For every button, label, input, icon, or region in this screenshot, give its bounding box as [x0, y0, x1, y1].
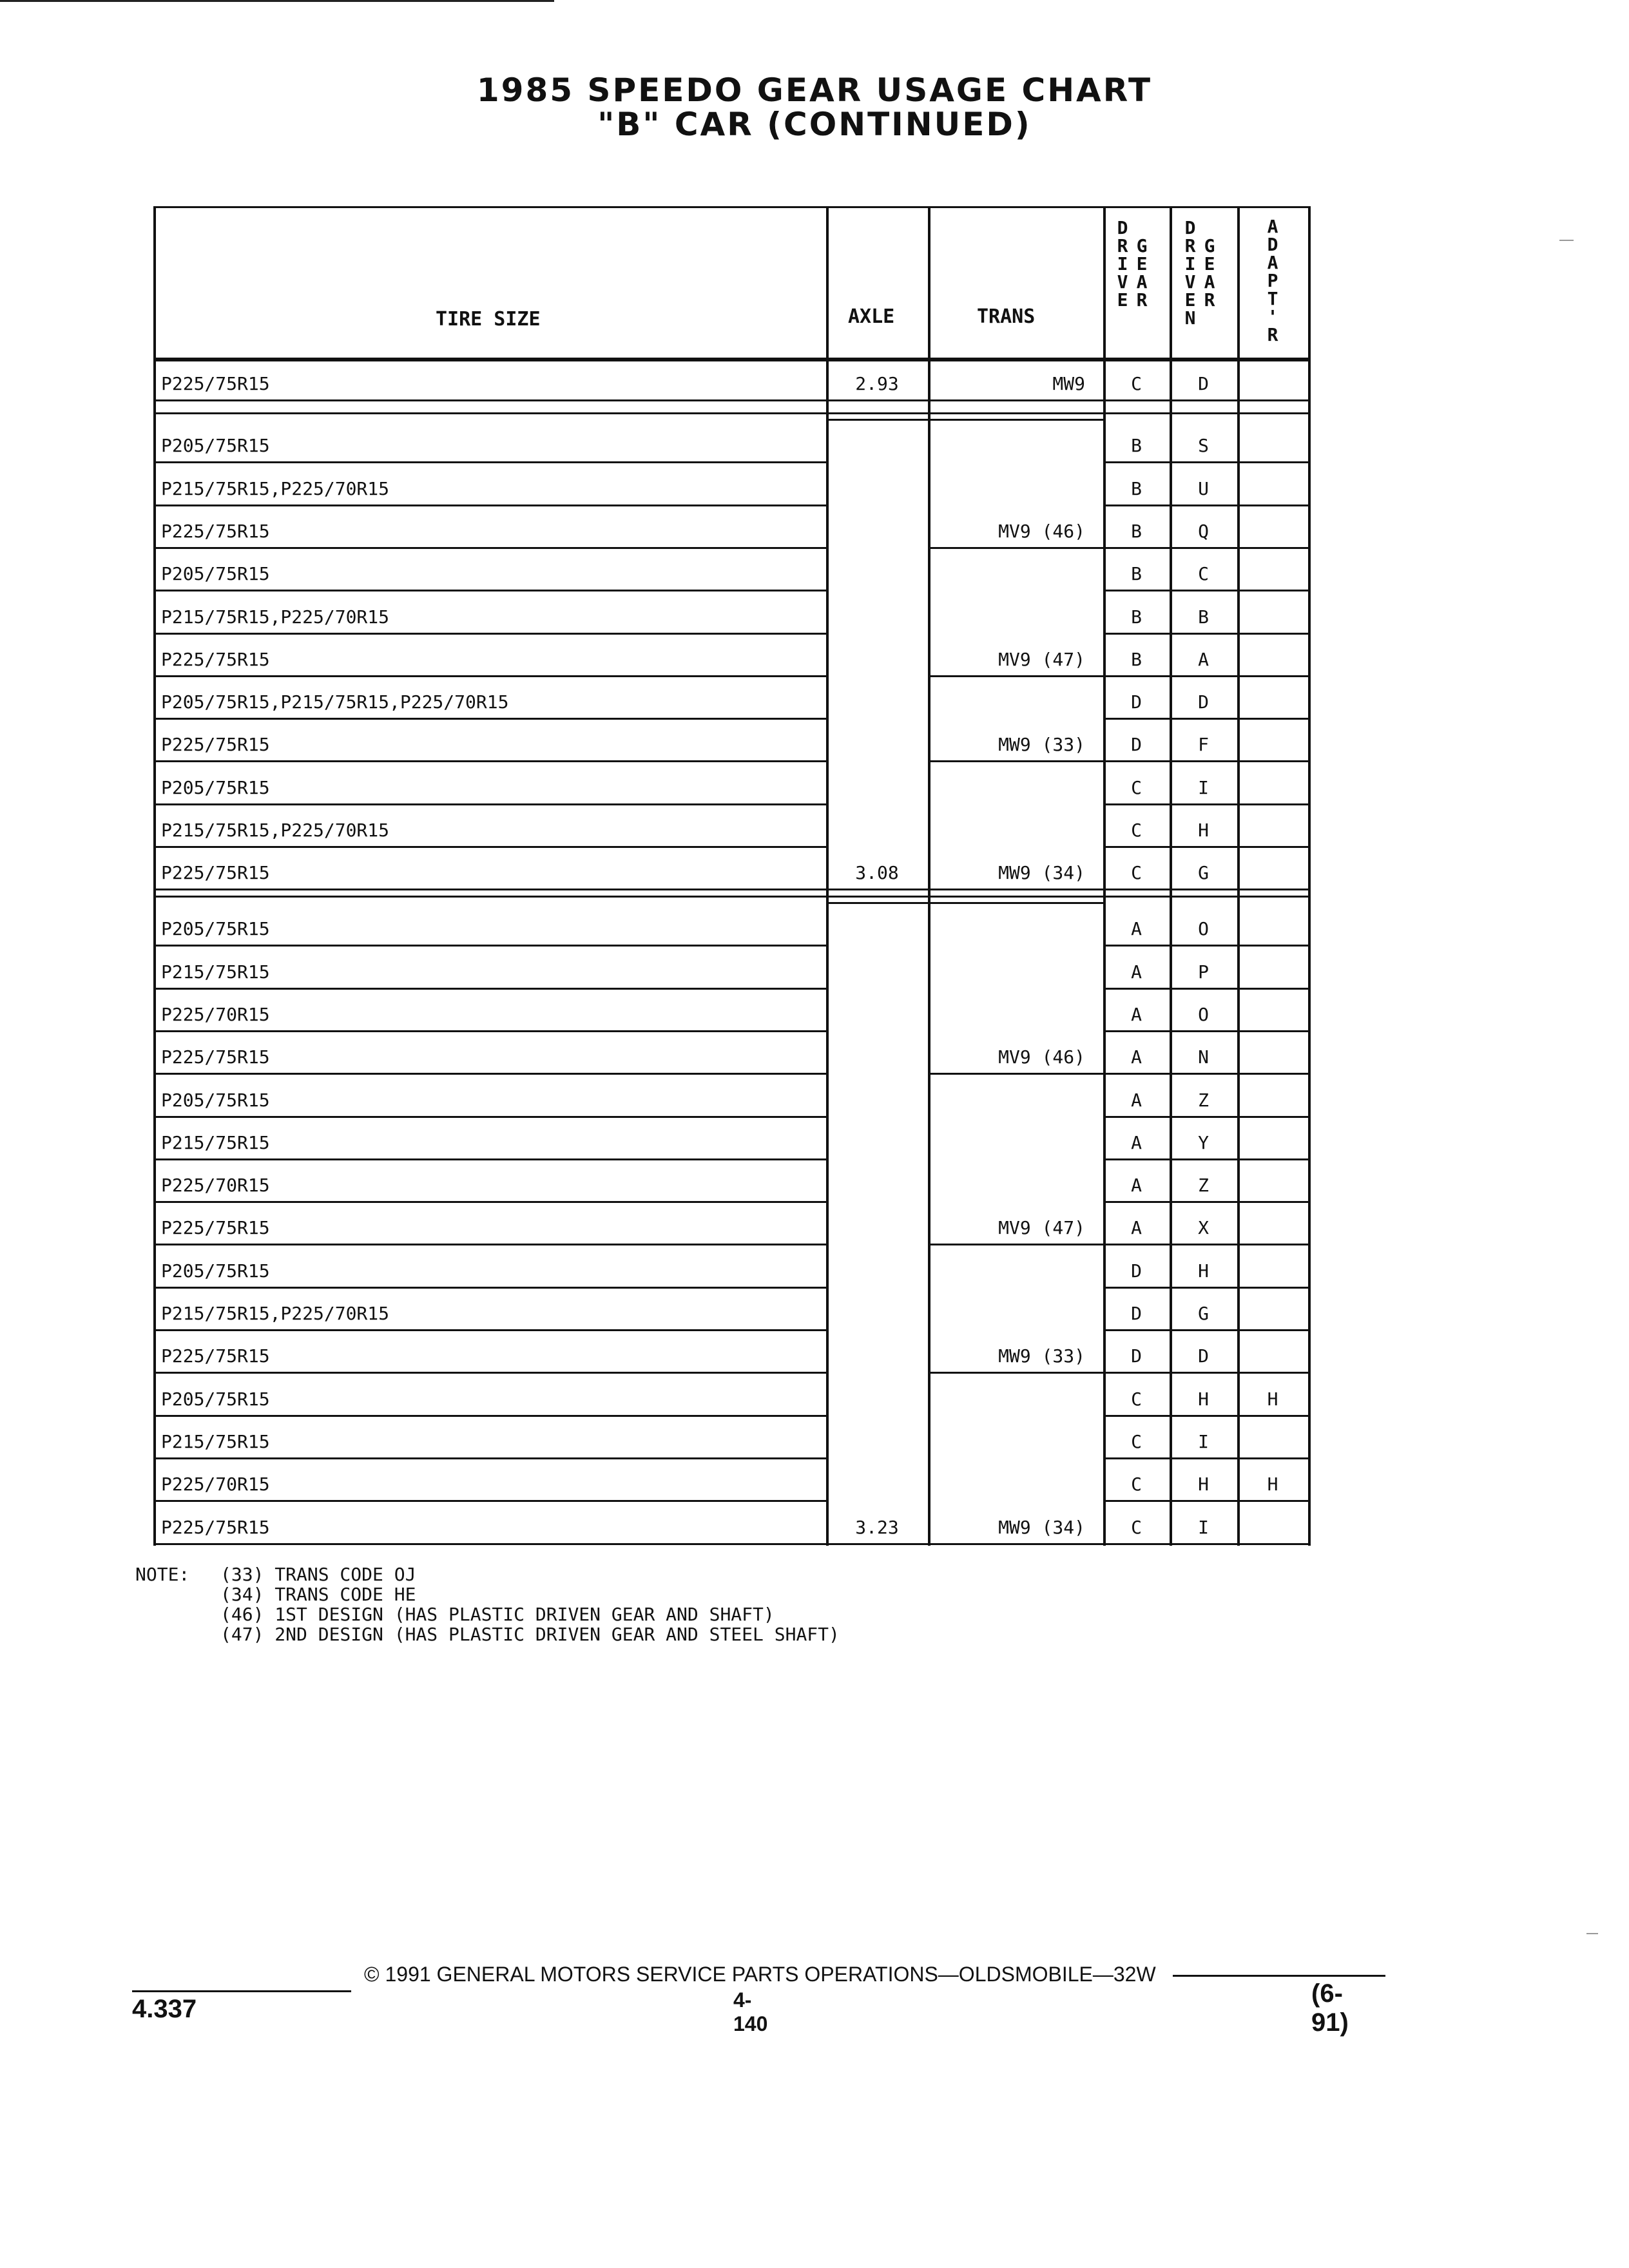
tire-size-cell: P225/75R15	[161, 648, 270, 670]
driven-gear-cell: H	[1198, 1260, 1209, 1282]
row-rule	[1103, 1030, 1308, 1032]
driven-gear-cell: O	[1198, 918, 1209, 940]
trans-cell: MV9 (47)	[998, 1217, 1085, 1239]
header-drive	[1113, 219, 1132, 309]
header-letter: E	[1136, 253, 1148, 274]
row-rule	[153, 889, 826, 890]
table-right-border	[1308, 206, 1311, 1546]
driven-gear-cell: Z	[1198, 1089, 1209, 1111]
header-letter: A	[1267, 252, 1278, 273]
trans-group-rule	[928, 760, 1103, 762]
driven-gear-cell: H	[1198, 1388, 1209, 1410]
trans-cell: MW9 (34)	[998, 862, 1085, 884]
group-break-rule	[153, 412, 1308, 414]
row-rule	[1103, 945, 1308, 947]
tire-size-cell: P215/75R15,P225/70R15	[161, 606, 390, 628]
driven-gear-cell: I	[1198, 776, 1209, 798]
row-rule	[1103, 803, 1308, 805]
header-letter: E	[1184, 289, 1196, 311]
tire-size-cell: P215/75R15	[161, 961, 270, 983]
driven-gear-cell: O	[1198, 1003, 1209, 1025]
row-rule	[1103, 1158, 1308, 1160]
trans-group-rule	[928, 889, 1103, 890]
tire-size-cell: P215/75R15	[161, 1430, 270, 1452]
row-rule	[1103, 1073, 1308, 1075]
driven-gear-cell: Y	[1198, 1131, 1209, 1153]
driven-gear-cell: I	[1198, 1516, 1209, 1538]
row-rule	[1103, 1116, 1308, 1118]
footer-rule-left	[132, 1990, 351, 1992]
header-letter: R	[1117, 235, 1128, 256]
tire-size-cell: P225/75R15	[161, 520, 270, 542]
drive-gear-cell: B	[1131, 520, 1142, 542]
tire-size-cell: P225/70R15	[161, 1474, 270, 1495]
page-number-right: (6-91)	[1311, 1979, 1349, 2037]
row-rule	[153, 399, 826, 401]
row-rule	[1103, 1287, 1308, 1289]
table-top-border	[153, 206, 1310, 208]
driven-gear-cell: D	[1198, 691, 1209, 713]
header-letter: G	[1136, 235, 1148, 256]
drive-gear-cell: B	[1131, 563, 1142, 585]
row-rule	[1103, 718, 1308, 720]
row-rule	[1103, 988, 1308, 990]
trans-cell: MV9 (46)	[998, 520, 1085, 542]
trans-cell: MW9 (34)	[998, 1516, 1085, 1538]
page-subtitle: "B" CAR (CONTINUED)	[597, 106, 1032, 143]
trans-cell: MV9 (47)	[998, 648, 1085, 670]
header-letter: R	[1267, 324, 1278, 345]
row-rule	[153, 1030, 826, 1032]
header-axle: AXLE	[848, 305, 895, 328]
note-item: (46) 1ST DESIGN (HAS PLASTIC DRIVEN GEAR AND SHAFT)	[220, 1604, 775, 1625]
row-rule	[1103, 1201, 1308, 1203]
row-rule	[153, 718, 826, 720]
row-rule	[153, 1244, 826, 1245]
driven-gear-cell: D	[1198, 373, 1209, 394]
drive-gear-cell: C	[1131, 1516, 1142, 1538]
trans-cell: MW9 (33)	[998, 1345, 1085, 1367]
row-rule	[1103, 505, 1308, 506]
note-label: NOTE:	[135, 1564, 190, 1585]
trans-group-rule	[928, 1543, 1103, 1545]
tire-size-cell: P205/75R15	[161, 1089, 270, 1111]
table-left-border	[153, 206, 156, 1546]
drive-gear-cell: B	[1131, 648, 1142, 670]
drive-gear-cell: C	[1131, 1388, 1142, 1410]
driven-gear-cell: U	[1198, 477, 1209, 499]
row-rule	[153, 1116, 826, 1118]
drive-gear-cell: C	[1131, 1430, 1142, 1452]
header-letter: D	[1184, 217, 1196, 238]
header-letter: E	[1204, 253, 1215, 274]
drive-gear-cell: A	[1131, 1089, 1142, 1111]
drive-gear-cell: B	[1131, 435, 1142, 457]
row-rule	[153, 547, 826, 549]
axle-cell: 3.08	[855, 862, 899, 884]
row-rule	[153, 590, 826, 591]
trans-group-rule	[928, 1244, 1103, 1245]
header-trans: TRANS	[977, 305, 1036, 328]
header-letter: D	[1267, 234, 1278, 255]
header-letter: I	[1184, 253, 1196, 274]
row-rule	[153, 1372, 826, 1374]
drive-gear-cell: B	[1131, 477, 1142, 499]
row-rule	[153, 1287, 826, 1289]
trans-cell: MW9 (33)	[998, 734, 1085, 756]
row-rule	[153, 633, 826, 635]
row-rule	[1103, 1543, 1308, 1545]
driven-gear-cell: G	[1198, 862, 1209, 884]
drive-gear-cell: D	[1131, 1345, 1142, 1367]
row-rule	[153, 360, 1308, 361]
page-title: 1985 SPEEDO GEAR USAGE CHART	[476, 72, 1153, 109]
trans-group-rule	[928, 399, 1103, 401]
header-letter: V	[1184, 271, 1196, 293]
driven-gear-cell: H	[1198, 1474, 1209, 1495]
header-driven	[1181, 219, 1200, 327]
trans-cell: MW9	[1052, 373, 1085, 394]
drive-gear-cell: D	[1131, 734, 1142, 756]
drive-gear-cell: C	[1131, 820, 1142, 841]
row-rule	[153, 988, 826, 990]
driven-gear-cell: X	[1198, 1217, 1209, 1239]
drive-gear-cell: C	[1131, 1474, 1142, 1495]
drive-gear-cell: A	[1131, 1175, 1142, 1196]
tire-size-cell: P225/75R15	[161, 373, 270, 394]
header-adapter	[1263, 218, 1282, 344]
driven-gear-cell: B	[1198, 606, 1209, 628]
row-rule	[1103, 889, 1308, 890]
tire-size-cell: P225/75R15	[161, 1516, 270, 1538]
row-rule	[153, 505, 826, 506]
header-letter: R	[1136, 289, 1148, 311]
tire-size-cell: P205/75R15	[161, 563, 270, 585]
row-rule	[153, 846, 826, 848]
driven-gear-cell: A	[1198, 648, 1209, 670]
header-letter: V	[1117, 271, 1128, 293]
header-driven-gear	[1200, 237, 1219, 309]
row-rule	[1103, 1329, 1308, 1331]
tire-size-cell: P205/75R15,P215/75R15,P225/70R15	[161, 691, 509, 713]
drive-gear-cell: C	[1131, 862, 1142, 884]
drive-gear-cell: D	[1131, 1260, 1142, 1282]
drive-gear-cell: C	[1131, 776, 1142, 798]
tire-size-cell: P215/75R15,P225/70R15	[161, 1303, 390, 1324]
trans-cell: MV9 (46)	[998, 1046, 1085, 1068]
row-rule	[1103, 1244, 1308, 1245]
row-rule	[153, 1073, 826, 1075]
group-break-rule	[826, 419, 1103, 421]
trans-group-rule	[928, 547, 1103, 549]
axle-cell: 3.23	[855, 1516, 899, 1538]
row-rule	[153, 945, 826, 947]
row-rule	[1103, 547, 1308, 549]
axle-cell: 2.93	[855, 373, 899, 394]
tire-size-cell: P225/75R15	[161, 734, 270, 756]
driven-gear-cell: G	[1198, 1303, 1209, 1324]
axle-group-rule	[826, 1543, 928, 1545]
header-letter: R	[1184, 235, 1196, 256]
row-rule	[153, 1457, 826, 1459]
margin-mark	[1586, 1933, 1598, 1934]
footer-rule-right	[1173, 1975, 1385, 1977]
row-rule	[153, 1158, 826, 1160]
header-letter: N	[1184, 307, 1196, 329]
column-rule	[1237, 206, 1240, 1546]
row-rule	[1103, 675, 1308, 677]
header-tire-size: TIRE SIZE	[436, 308, 541, 331]
drive-gear-cell: A	[1131, 918, 1142, 940]
row-rule	[153, 1329, 826, 1331]
margin-mark	[1559, 240, 1574, 241]
drive-gear-cell: A	[1131, 961, 1142, 983]
driven-gear-cell: D	[1198, 1345, 1209, 1367]
header-letter: '	[1267, 306, 1278, 327]
group-break-rule	[153, 896, 1308, 898]
row-rule	[1103, 633, 1308, 635]
row-rule	[153, 675, 826, 677]
row-rule	[1103, 1500, 1308, 1502]
tire-size-cell: P205/75R15	[161, 918, 270, 940]
row-rule	[1103, 590, 1308, 591]
adapter-cell: H	[1267, 1388, 1278, 1410]
note-item: (33) TRANS CODE OJ	[220, 1564, 416, 1585]
driven-gear-cell: F	[1198, 734, 1209, 756]
row-rule	[1103, 760, 1308, 762]
driven-gear-cell: S	[1198, 435, 1209, 457]
tire-size-cell: P215/75R15	[161, 1131, 270, 1153]
row-rule	[1103, 1457, 1308, 1459]
header-letter: T	[1267, 288, 1278, 309]
drive-gear-cell: D	[1131, 1303, 1142, 1324]
trans-group-rule	[928, 1073, 1103, 1075]
drive-gear-cell: A	[1131, 1003, 1142, 1025]
drive-gear-cell: A	[1131, 1131, 1142, 1153]
row-rule	[1103, 1415, 1308, 1417]
row-rule	[1103, 846, 1308, 848]
note-item: (34) TRANS CODE HE	[220, 1584, 416, 1605]
tire-size-cell: P225/75R15	[161, 862, 270, 884]
note-item: (47) 2ND DESIGN (HAS PLASTIC DRIVEN GEAR AND STEEL SHAFT)	[220, 1624, 840, 1645]
header-letter: P	[1267, 270, 1278, 291]
driven-gear-cell: P	[1198, 961, 1209, 983]
page-number-center: 4-140	[733, 1988, 768, 2035]
tire-size-cell: P215/75R15,P225/70R15	[161, 477, 390, 499]
header-letter: A	[1267, 216, 1278, 237]
row-rule	[153, 760, 826, 762]
group-break-rule	[826, 902, 1103, 904]
row-rule	[153, 461, 826, 463]
driven-gear-cell: C	[1198, 563, 1209, 585]
header-letter: E	[1117, 289, 1128, 311]
tire-size-cell: P225/75R15	[161, 1217, 270, 1239]
tire-size-cell: P215/75R15,P225/70R15	[161, 820, 390, 841]
trans-group-rule	[928, 1372, 1103, 1374]
drive-gear-cell: D	[1131, 691, 1142, 713]
driven-gear-cell: N	[1198, 1046, 1209, 1068]
row-rule	[1103, 461, 1308, 463]
page-number-left: 4.337	[132, 1995, 197, 2023]
header-letter: D	[1117, 217, 1128, 238]
adapter-cell: H	[1267, 1474, 1278, 1495]
tire-size-cell: P225/70R15	[161, 1175, 270, 1196]
tire-size-cell: P205/75R15	[161, 1260, 270, 1282]
drive-gear-cell: A	[1131, 1217, 1142, 1239]
top-rule	[0, 0, 554, 2]
axle-group-rule	[826, 889, 928, 890]
drive-gear-cell: B	[1131, 606, 1142, 628]
row-rule	[153, 1500, 826, 1502]
trans-group-rule	[928, 675, 1103, 677]
row-rule	[153, 803, 826, 805]
tire-size-cell: P225/70R15	[161, 1003, 270, 1025]
row-rule	[153, 1543, 826, 1545]
tire-size-cell: P225/75R15	[161, 1345, 270, 1367]
header-letter: G	[1204, 235, 1215, 256]
driven-gear-cell: Q	[1198, 520, 1209, 542]
header-letter: I	[1117, 253, 1128, 274]
tire-size-cell: P205/75R15	[161, 1388, 270, 1410]
axle-group-rule	[826, 399, 928, 401]
row-rule	[1103, 1372, 1308, 1374]
copyright-text: © 1991 GENERAL MOTORS SERVICE PARTS OPERATIONS—OLDSMOBILE—32W	[364, 1963, 1156, 1986]
header-letter: A	[1204, 271, 1215, 293]
driven-gear-cell: I	[1198, 1430, 1209, 1452]
drive-gear-cell: A	[1131, 1046, 1142, 1068]
tire-size-cell: P205/75R15	[161, 435, 270, 457]
tire-size-cell: P205/75R15	[161, 776, 270, 798]
row-rule	[153, 1415, 826, 1417]
header-letter: A	[1136, 271, 1148, 293]
header-drive-gear	[1132, 237, 1152, 309]
tire-size-cell: P225/75R15	[161, 1046, 270, 1068]
header-letter: R	[1204, 289, 1215, 311]
driven-gear-cell: H	[1198, 820, 1209, 841]
drive-gear-cell: C	[1131, 373, 1142, 394]
driven-gear-cell: Z	[1198, 1175, 1209, 1196]
row-rule	[153, 1201, 826, 1203]
row-rule	[1103, 399, 1308, 401]
